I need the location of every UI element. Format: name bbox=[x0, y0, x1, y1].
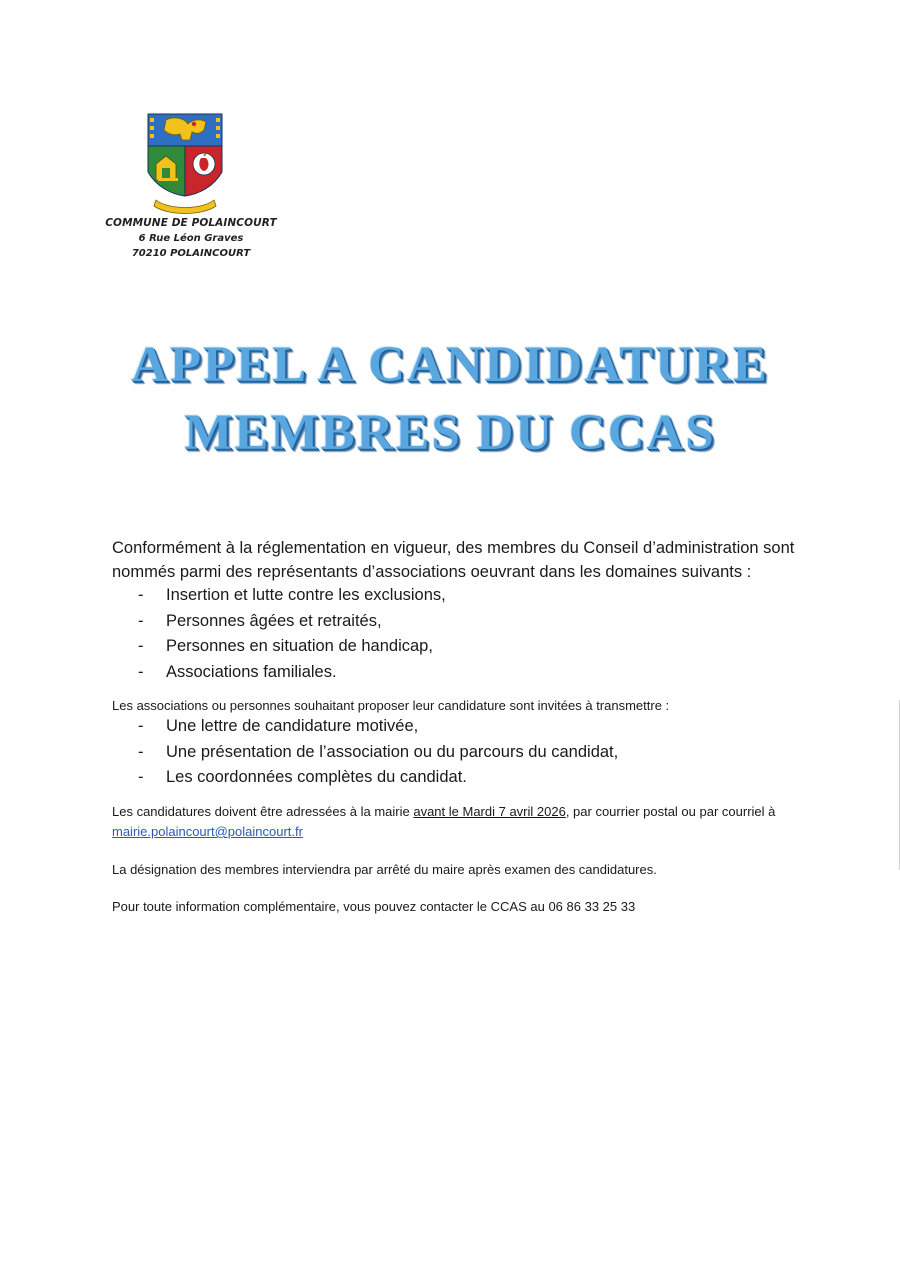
list-dash: - bbox=[138, 768, 144, 786]
designation-paragraph: La désignation des membres interviendra par arrêté du maire après examen des candidatures. bbox=[112, 862, 657, 877]
list-item bbox=[138, 634, 778, 660]
deadline-date: avant le Mardi 7 avril 2026 bbox=[413, 804, 566, 819]
commune-address-block bbox=[96, 216, 286, 261]
domains-list bbox=[138, 583, 778, 686]
list-dash: - bbox=[138, 663, 144, 682]
list-dash: - bbox=[138, 586, 144, 604]
commune-name: COMMUNE DE POLAINCOURT bbox=[105, 217, 277, 229]
intro-paragraph: Conformément à la réglementation en vigueur, des membres du Conseil d’administration sont nommés parmi des représentants d’associations oeuvrant dans les domaines suivants : bbox=[112, 539, 795, 581]
deadline-middle: , par courrier postal ou par courriel à bbox=[565, 804, 776, 819]
contact-paragraph: Pour toute information complémentaire, vous pouvez contacter le CCAS au 06 86 33 25 33 bbox=[112, 899, 636, 914]
documents-list bbox=[138, 714, 778, 791]
list-item-text: Insertion et lutte contre les exclusions, bbox=[166, 586, 446, 604]
list-item bbox=[138, 765, 778, 791]
deadline-prefix: Les candidatures doivent être adressées à la mairie bbox=[112, 804, 414, 819]
list-item bbox=[138, 609, 778, 635]
list-dash: - bbox=[138, 717, 144, 735]
list-dash: - bbox=[138, 637, 144, 656]
list-item-text: Une lettre de candidature motivée, bbox=[166, 717, 419, 735]
coat-of-arms-icon bbox=[144, 112, 226, 216]
list-item-text: Personnes en situation de handicap, bbox=[166, 637, 433, 656]
commune-street: 6 Rue Léon Graves bbox=[138, 233, 244, 244]
deadline-paragraph bbox=[112, 802, 802, 842]
list-item-text: Les coordonnées complètes du candidat. bbox=[166, 768, 467, 786]
list-item-text: Associations familiales. bbox=[166, 663, 337, 682]
list-item-text: Personnes âgées et retraités, bbox=[166, 611, 382, 630]
list-dash: - bbox=[138, 742, 144, 761]
page-title-line-2: MEMBRES DU CCAS bbox=[184, 405, 716, 461]
list-item bbox=[138, 583, 778, 609]
list-dash: - bbox=[138, 611, 144, 630]
commune-city: 70210 POLAINCOURT bbox=[131, 248, 251, 259]
list-item bbox=[138, 714, 778, 740]
list-item bbox=[138, 660, 778, 686]
email-link[interactable]: mairie.polaincourt@polaincourt.fr bbox=[112, 824, 303, 839]
page-title-line-1: APPEL A CANDIDATURE bbox=[131, 337, 769, 393]
transmit-paragraph: Les associations ou personnes souhaitant proposer leur candidature sont invitées à transmettre : bbox=[112, 698, 670, 713]
list-item-text: Une présentation de l’association ou du parcours du candidat, bbox=[166, 742, 619, 761]
list-item bbox=[138, 740, 778, 766]
